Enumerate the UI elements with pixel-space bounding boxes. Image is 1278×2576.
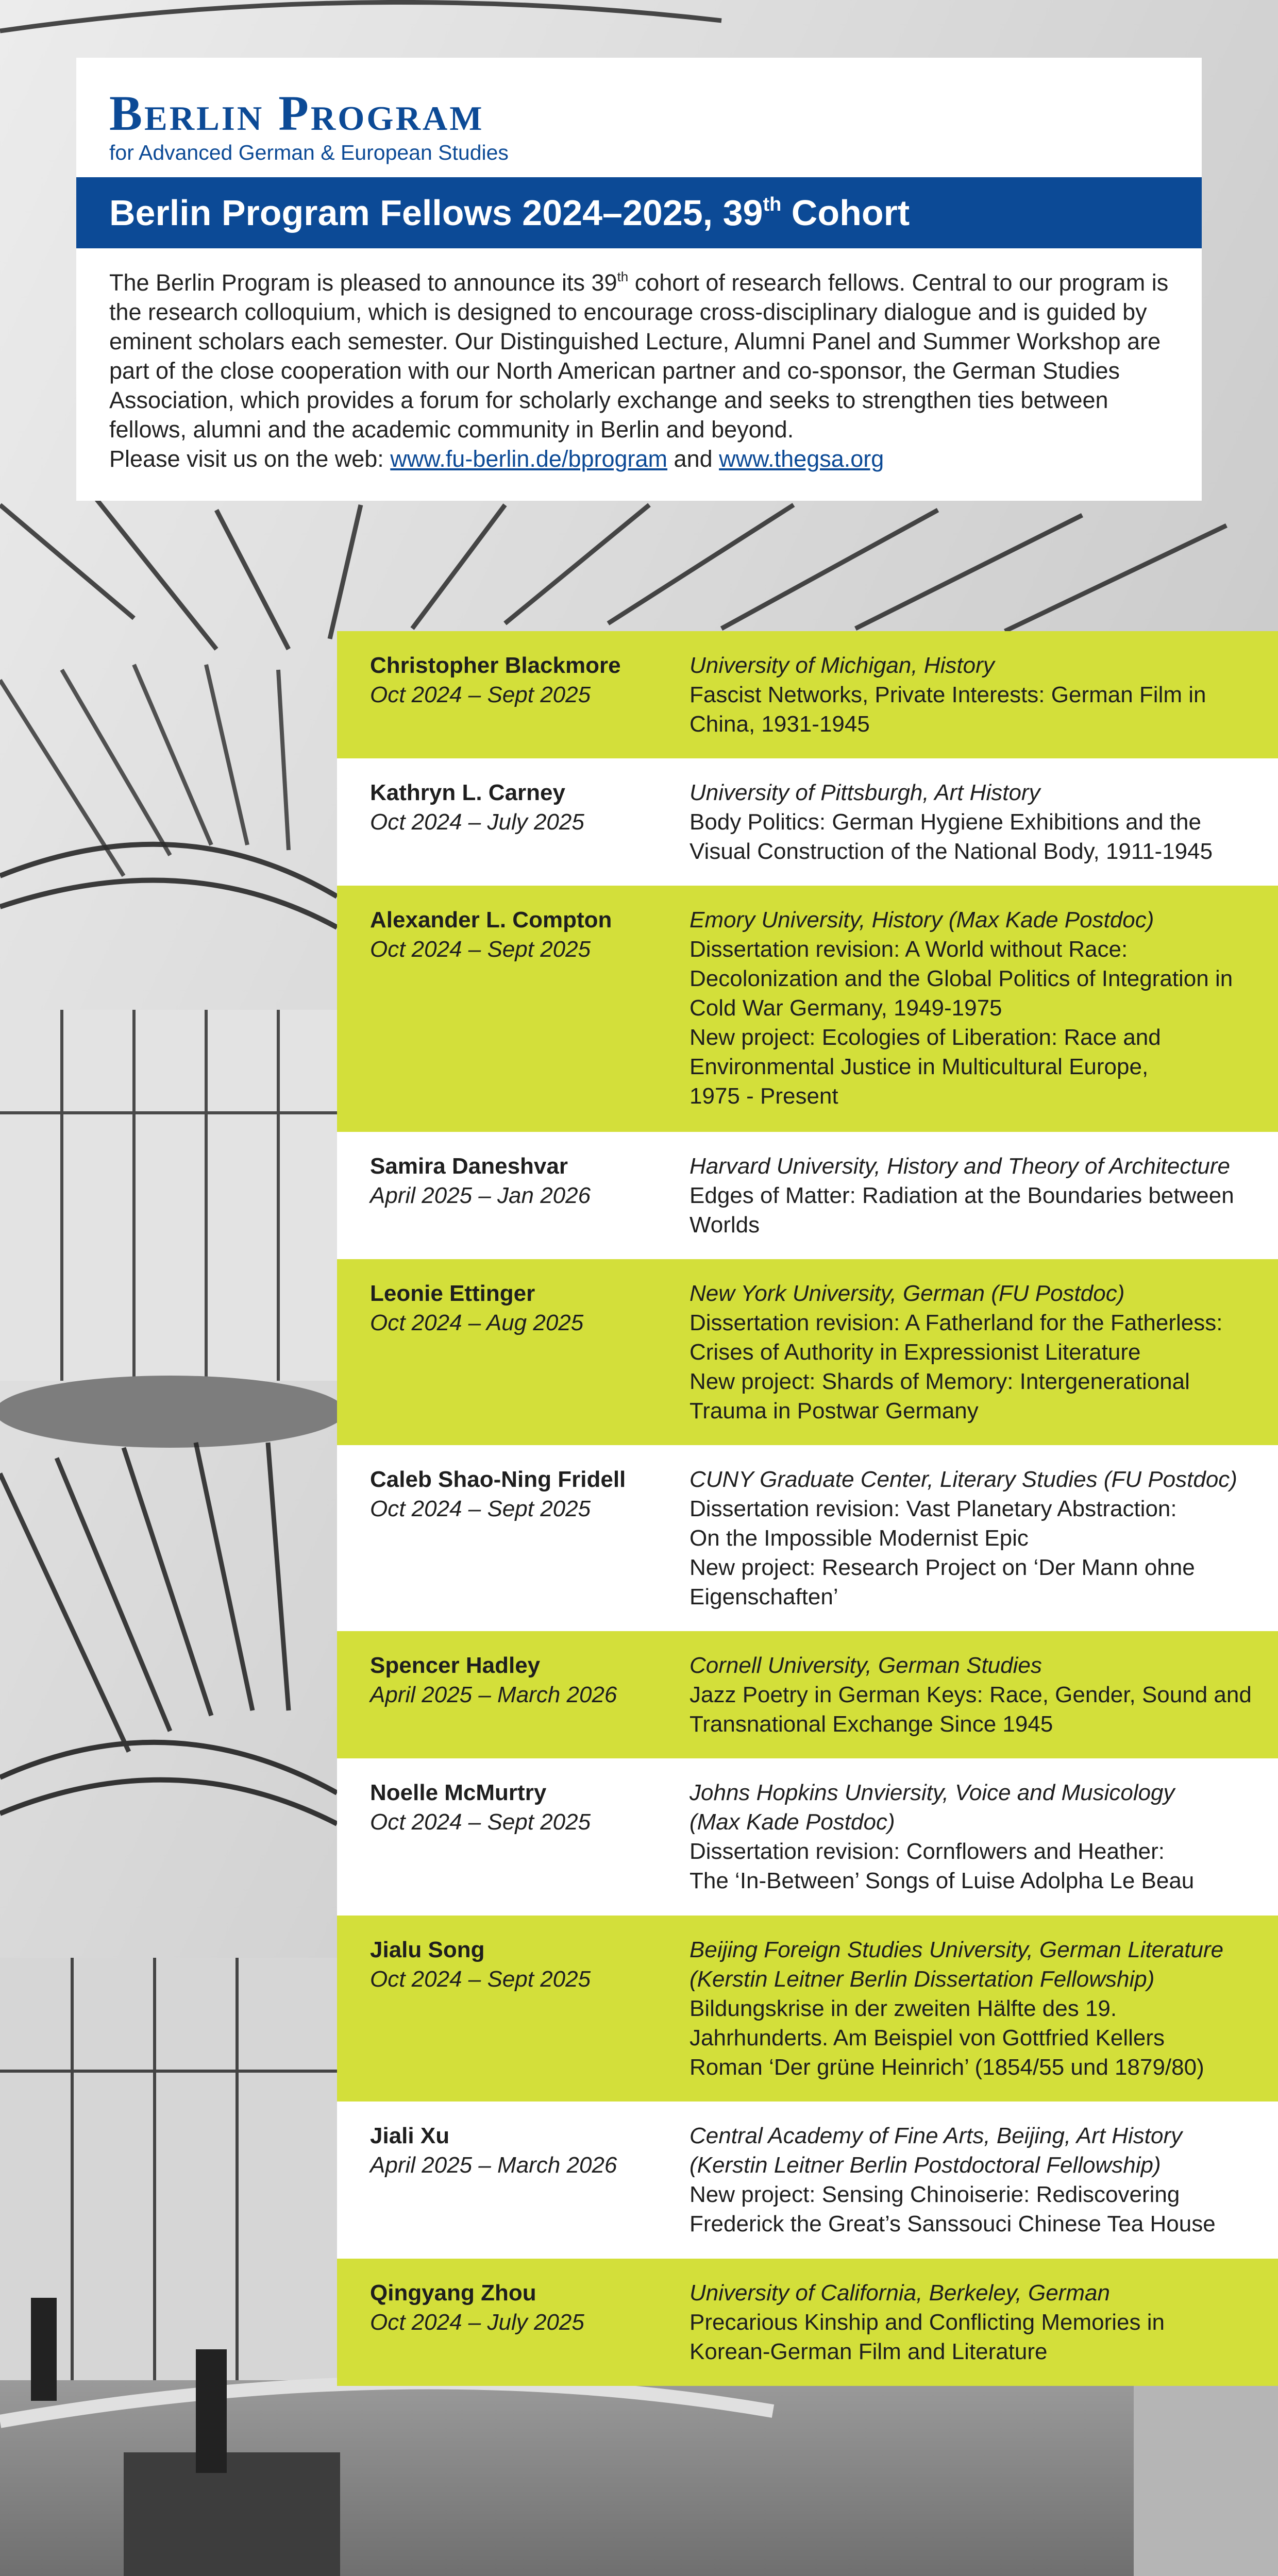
fellow-row: [337, 1445, 1278, 1631]
fellow-row: [337, 758, 1278, 886]
fellow-row: [337, 1132, 1278, 1259]
fellow-dates: Oct 2024 – Sept 2025: [370, 1496, 591, 1521]
web-and: and: [667, 446, 719, 472]
fellow-row: [337, 1631, 1278, 1758]
fellow-name: Jiali Xu: [370, 2123, 450, 2148]
fellow-project-line: New project: Shards of Memory: Intergenerational: [690, 1369, 1190, 1394]
fellow-dates: Oct 2024 – July 2025: [370, 809, 584, 835]
logo-title: Berlin Program: [109, 86, 484, 141]
fellow-row: [337, 631, 1278, 758]
header-card: [76, 58, 1202, 501]
fellow-project-line: Decolonization and the Global Politics of Integration in: [690, 966, 1233, 991]
fellow-project-line: New project: Ecologies of Liberation: Race and: [690, 1025, 1161, 1050]
fellow-project-line: The ‘In-Between’ Songs of Luise Adolpha Le Beau: [690, 1868, 1195, 1893]
fellow-name: Kathryn L. Carney: [370, 780, 565, 805]
fellow-affiliation: University of Michigan, History: [690, 653, 995, 678]
fellow-row: [337, 886, 1278, 1132]
fellow-project-line: Korean-German Film and Literature: [690, 2339, 1048, 2364]
fellow-project-line: Dissertation revision: Vast Planetary Abstraction:: [690, 1496, 1177, 1521]
fellow-project-line: China, 1931-1945: [690, 711, 870, 737]
fellow-dates: Oct 2024 – Sept 2025: [370, 682, 591, 707]
fellow-affiliation: CUNY Graduate Center, Literary Studies (FU Postdoc): [690, 1467, 1237, 1492]
fellow-project-line: Environmental Justice in Multicultural Europe,: [690, 1054, 1149, 1079]
fellow-affiliation: Cornell University, German Studies: [690, 1653, 1042, 1678]
fellow-dates: Oct 2024 – Sept 2025: [370, 937, 591, 962]
fellow-affiliation: Emory University, History (Max Kade Postdoc): [690, 907, 1154, 933]
fellow-project-line: Cold War Germany, 1949-1975: [690, 995, 1002, 1021]
fellow-project-line: Jazz Poetry in German Keys: Race, Gender, Sound and: [690, 1682, 1252, 1707]
fellow-project-line: Trauma in Postwar Germany: [690, 1398, 979, 1423]
fellow-project-line: New project: Sensing Chinoiserie: Rediscovering: [690, 2182, 1180, 2207]
fellow-row: [337, 2259, 1278, 2386]
fellow-project-line: Body Politics: German Hygiene Exhibitions and the: [690, 809, 1201, 835]
page-title-sup: th: [763, 194, 782, 215]
page-title-text: Berlin Program Fellows 2024–2025, 39: [109, 193, 763, 233]
fellow-dates: April 2025 – March 2026: [370, 2153, 617, 2178]
fellow-project-line: Dissertation revision: A World without Race:: [690, 937, 1128, 962]
fellow-dates: Oct 2024 – Sept 2025: [370, 1967, 591, 1992]
fellow-affiliation: University of California, Berkeley, German: [690, 2280, 1110, 2306]
fellow-project-line: Jahrhunderts. Am Beispiel von Gottfried Kellers: [690, 2025, 1165, 2050]
fellow-dates: April 2025 – Jan 2026: [370, 1183, 591, 1208]
berlin-program-logo: [109, 86, 509, 165]
fellow-project-line: Dissertation revision: Cornflowers and Heather:: [690, 1839, 1165, 1864]
fellow-project-line: Precarious Kinship and Conflicting Memories in: [690, 2310, 1165, 2335]
fellow-name: Christopher Blackmore: [370, 653, 621, 678]
fellow-row: [337, 1916, 1278, 2102]
fellow-project-line: On the Impossible Modernist Epic: [690, 1526, 1029, 1551]
fellow-affiliation-note: (Kerstin Leitner Berlin Postdoctoral Fellowship): [690, 2153, 1161, 2178]
intro-sup: th: [617, 269, 629, 284]
fellow-affiliation: Johns Hopkins Unviersity, Voice and Musicology: [690, 1780, 1175, 1805]
intro-text-2: cohort of research fellows. Central to our program is the research colloquium, which is designed to encourage cross-disciplinary dialogue and is guided by eminent scholars each semester. Our Distinguished Lecture, Alumni Panel and Summer Workshop are part of the close cooperation with our North American partner and co-sponsor, the German Studies Association, which provides a forum for scholarly exchange and seeks to strengthen ties between fellows, alumni and the academic community in Berlin and beyond.: [109, 269, 1169, 443]
fellow-project-line: Eigenschaften’: [690, 1584, 838, 1609]
fellow-affiliation-note: (Kerstin Leitner Berlin Dissertation Fellowship): [690, 1967, 1155, 1992]
fellow-affiliation: New York University, German (FU Postdoc): [690, 1281, 1125, 1306]
fellow-project-line: Visual Construction of the National Body, 1911-1945: [690, 839, 1213, 864]
fellow-name: Caleb Shao-Ning Fridell: [370, 1467, 626, 1492]
intro-paragraph: [109, 268, 1171, 473]
fu-berlin-link[interactable]: www.fu-berlin.de/bprogram: [390, 446, 668, 472]
fellow-project-line: Dissertation revision: A Fatherland for the Fatherless:: [690, 1310, 1223, 1335]
thegsa-link[interactable]: www.thegsa.org: [719, 446, 884, 472]
page-title-banner: [76, 177, 1202, 248]
web-prefix: Please visit us on the web:: [109, 446, 391, 472]
fellow-name: Jialu Song: [370, 1937, 485, 1962]
fellow-affiliation: Harvard University, History and Theory of Architecture: [690, 1154, 1231, 1179]
fellow-name: Spencer Hadley: [370, 1653, 541, 1678]
fellow-dates: Oct 2024 – Aug 2025: [370, 1310, 584, 1335]
fellow-row: [337, 1758, 1278, 1916]
fellow-project-line: Fascist Networks, Private Interests: German Film in: [690, 682, 1206, 707]
fellow-project-line: Edges of Matter: Radiation at the Boundaries between: [690, 1183, 1234, 1208]
fellow-project-line: Crises of Authority in Expressionist Literature: [690, 1340, 1141, 1365]
fellow-affiliation: University of Pittsburgh, Art History: [690, 780, 1040, 805]
fellows-list: [337, 631, 1278, 2386]
fellow-name: Qingyang Zhou: [370, 2280, 536, 2306]
logo-subtitle: for Advanced German & European Studies: [109, 141, 509, 164]
fellow-affiliation: Beijing Foreign Studies University, German Literature: [690, 1937, 1224, 1962]
fellow-project-line: Transnational Exchange Since 1945: [690, 1711, 1053, 1737]
fellow-name: Alexander L. Compton: [370, 907, 612, 933]
fellow-dates: April 2025 – March 2026: [370, 1682, 617, 1707]
fellow-affiliation: Central Academy of Fine Arts, Beijing, Art History: [690, 2123, 1183, 2148]
fellow-project-line: Roman ‘Der grüne Heinrich’ (1854/55 und 1879/80): [690, 2055, 1204, 2080]
page-title-suffix: Cohort: [781, 193, 910, 233]
fellow-row: [337, 1259, 1278, 1445]
fellow-name: Noelle McMurtry: [370, 1780, 547, 1805]
fellow-name: Samira Daneshvar: [370, 1154, 568, 1179]
intro-text-1: The Berlin Program is pleased to announce its 39: [109, 269, 617, 296]
fellow-project-line: New project: Research Project on ‘Der Mann ohne: [690, 1555, 1195, 1580]
fellow-affiliation-note: (Max Kade Postdoc): [690, 1809, 895, 1835]
fellow-project-line: Bildungskrise in der zweiten Hälfte des 19.: [690, 1996, 1117, 2021]
fellow-name: Leonie Ettinger: [370, 1281, 535, 1306]
fellow-dates: Oct 2024 – Sept 2025: [370, 1809, 591, 1835]
fellow-project-line: Frederick the Great’s Sanssouci Chinese Tea House: [690, 2211, 1216, 2236]
fellow-project-line: 1975 - Present: [690, 1083, 838, 1109]
fellow-row: [337, 2102, 1278, 2259]
fellow-project-line: Worlds: [690, 1212, 760, 1238]
fellow-dates: Oct 2024 – July 2025: [370, 2310, 584, 2335]
